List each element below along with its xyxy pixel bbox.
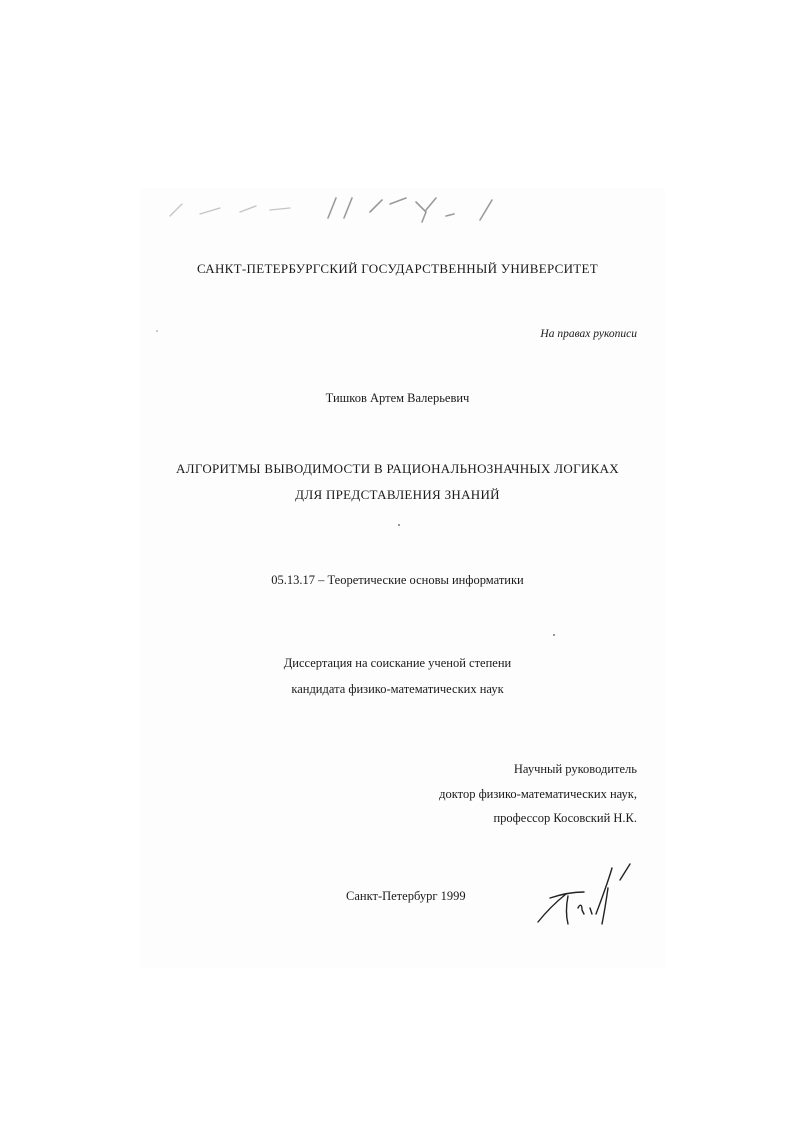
- dissertation-title-line-1: АЛГОРИТМЫ ВЫВОДИМОСТИ В РАЦИОНАЛЬНОЗНАЧНЫХ ЛОГИКАХ: [176, 461, 619, 476]
- scan-speck: [156, 330, 158, 332]
- degree-line-1: Диссертация на соискание ученой степени: [283, 656, 512, 670]
- author-name: Тишков Артем Валерьевич: [325, 391, 470, 405]
- university-heading: САНКТ-ПЕТЕРБУРГСКИЙ ГОСУДАРСТВЕННЫЙ УНИВЕРСИТЕТ: [196, 261, 599, 276]
- degree-line-2: кандидата физико-математических наук: [291, 682, 504, 696]
- scan-speck: [553, 634, 555, 636]
- advisor-name: профессор Косовский Н.К.: [493, 811, 637, 825]
- advisor-degree: доктор физико-математических наук,: [439, 787, 637, 801]
- place-and-year: Санкт-Петербург 1999: [346, 889, 466, 903]
- advisor-role: Научный руководитель: [513, 762, 637, 776]
- scan-speck: [398, 524, 400, 526]
- handwritten-signature: [532, 858, 642, 928]
- specialty-code: 05.13.17 – Теоретические основы информатики: [271, 573, 524, 587]
- dissertation-title-line-2: ДЛЯ ПРЕДСТАВЛЕНИЯ ЗНАНИЙ: [295, 487, 500, 502]
- faint-stamp-marks: [160, 190, 500, 224]
- manuscript-note: На правах рукописи: [540, 328, 637, 340]
